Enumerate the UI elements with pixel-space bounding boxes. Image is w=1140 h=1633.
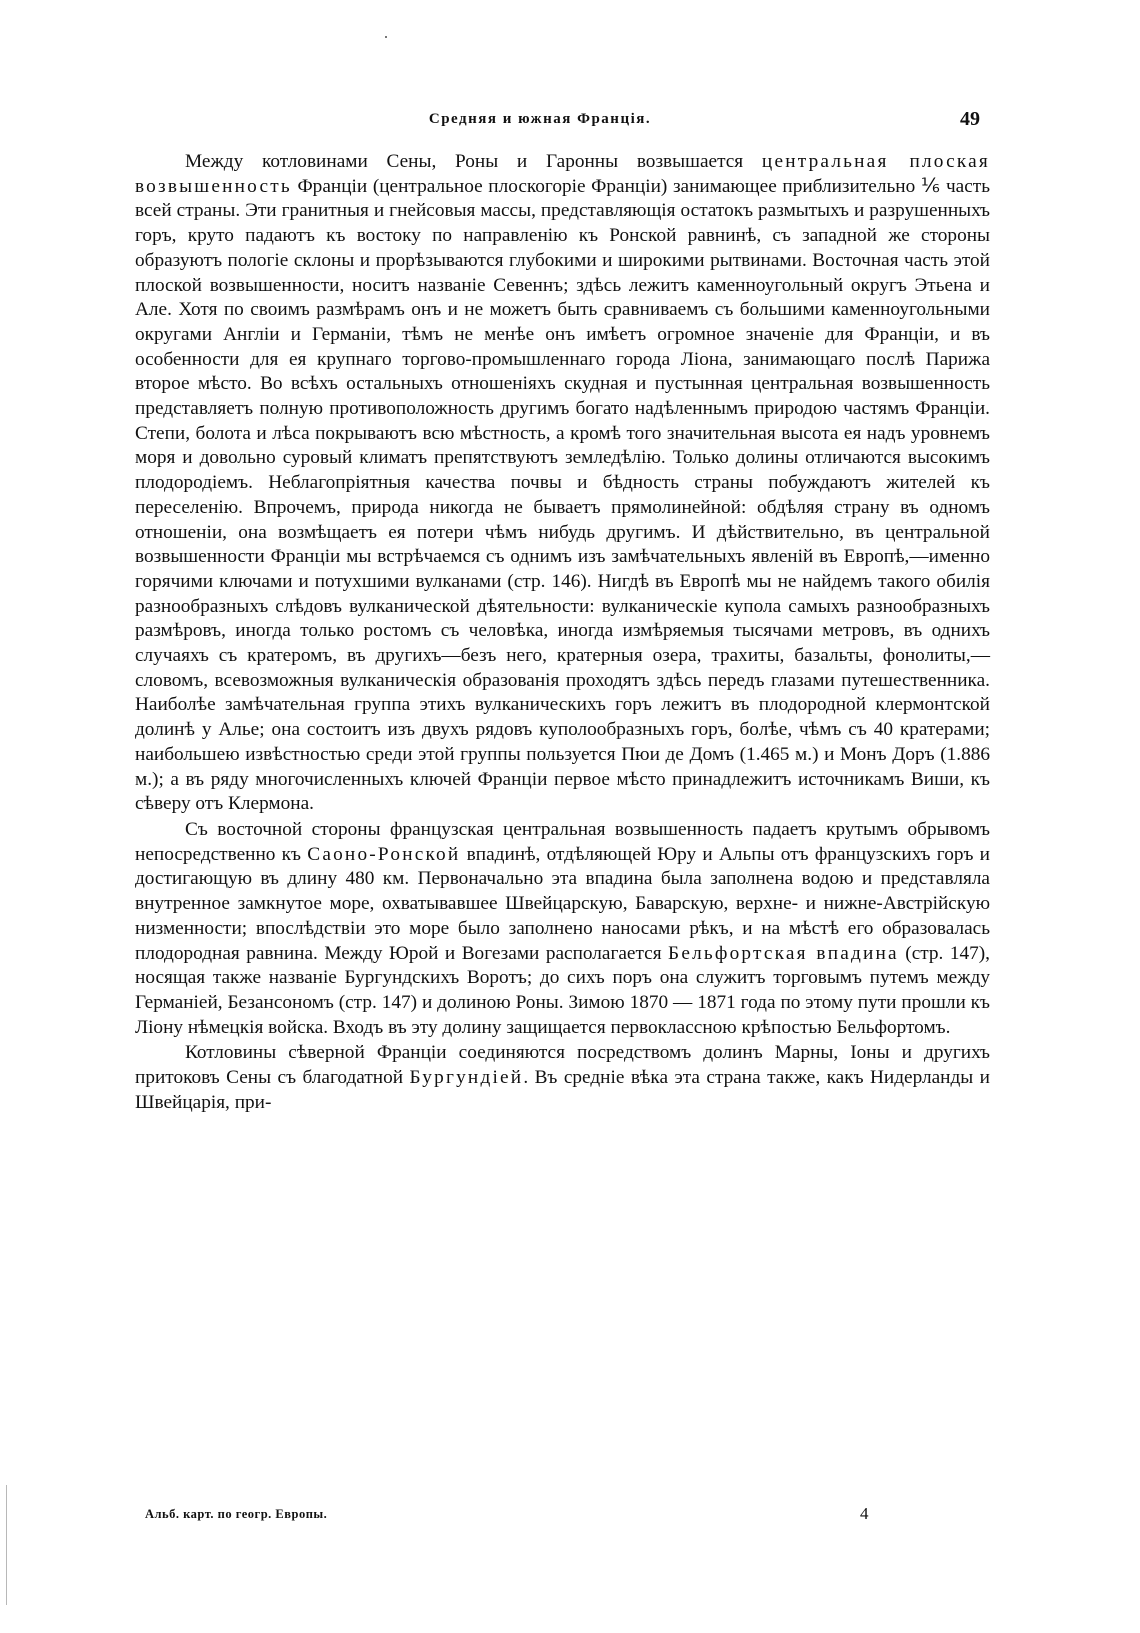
running-title: Средняя и южная Франція. (428, 111, 652, 127)
paragraph-2 (135, 818, 990, 1040)
scan-speck (385, 36, 387, 38)
sheet-number: 4 (860, 1504, 869, 1523)
paragraph-3-part-a: Котловины сѣверной Франціи соединяются посредствомъ долинъ Марны, Іоны и другихъ притоковъ Сены съ благодатной (135, 1042, 990, 1089)
footer (135, 1504, 990, 1527)
paragraph-3 (135, 1041, 990, 1115)
paragraph-2-part-c: (стр. 147), носящая также названіе Бургундскихъ Воротъ; до сихъ поръ она служитъ торговымъ путемъ между Германіей, Безансономъ (стр. 147) и долиною Роны. Зимою 1870 — 1871 года по этому пути прошли къ Ліону нѣмецкія войска. Входъ въ эту долину защищается первоклассною крѣпостью Бельфортомъ. (135, 942, 991, 1038)
page-number: 49 (960, 108, 980, 130)
spaced-term-belfort-gap: Бельфортская впадина (668, 942, 899, 964)
paragraph-1-part-b: Франціи (центральное плоскогоріе Франціи) занимающее приблизительно ⅙ часть всей страны. Эти гранитныя и гнейсовыя массы, представляющія остатокъ размытыхъ и разрушенныхъ горъ, круто падаютъ къ востоку по направленію къ Ронской равнинѣ, съ западной же стороны образуютъ пологіе склоны и прорѣзываются глубокими и широкими рытвинами. Восточная часть этой плоской возвышенности, носитъ названіе Севеннъ; здѣсь лежитъ каменноугольный округъ Этьена и Але. Хотя по своимъ размѣрамъ онъ и не можетъ быть сравниваемъ съ большими каменноугольными округами Англіи и Германіи, тѣмъ не менѣе онъ имѣетъ огромное значеніе для Франціи, и въ особенности для ея крупнаго торгово-промышленнаго города Ліона, занимающаго послѣ Парижа второе мѣсто. Во всѣхъ остальныхъ отношеніяхъ скудная и пустынная центральная возвышенность представляетъ полную противоположность другимъ богато надѣленнымъ природою частямъ Франціи. Степи, болота и лѣса покрываютъ всю мѣстность, а кромѣ того значительная высота ея надъ уровнемъ моря и довольно суровый климатъ препятствуютъ земледѣлію. Только долины отличаются высокимъ плодородіемъ. Неблагопріятныя качества почвы и бѣдность страны побуждаютъ жителей къ переселенію. Впрочемъ, природа никогда не бываетъ прямолинейной: обдѣляя страну въ одномъ отношеніи, она возмѣщаетъ ея потери чѣмъ нибудь другимъ. И дѣйствительно, въ центральной возвышенности Франціи мы встрѣчаемся съ однимъ изъ замѣчательныхъ явленій въ Европѣ,—именно горячими ключами и потухшими вулканами (стр. 146). Нигдѣ въ Европѣ мы не найдемъ такого обилія разнообразныхъ слѣдовъ вулканической дѣятельности: вулканическіе купола самыхъ разнообразныхъ размѣровъ, иногда только ростомъ съ человѣка, иногда измѣряемыя тысячами метровъ, въ однихъ случаяхъ съ кратеромъ, въ другихъ—безъ него, кратерныя озера, трахиты, базальты, фонолиты,—словомъ, всевозможныя вулканическія образованія проходятъ здѣсь передъ глазами путешественника. Наиболѣе замѣчательная группа этихъ вулканическихъ горъ лежитъ въ плодородной клермонтской долинѣ у Алье; она состоитъ изъ двухъ рядовъ куполообразныхъ горъ, болѣе, чѣмъ съ 40 кратерами; наибольшею извѣстностью среди этой группы пользуется Пюи де Домъ (1.465 м.) и Монъ Доръ (1.886 м.); а въ ряду многочисленныхъ ключей Франціи первое мѣсто принадлежитъ источникамъ Виши, къ сѣверу отъ Клермона. (135, 175, 990, 815)
spaced-term-burgundy: Бургундіей (409, 1067, 524, 1089)
printer-signature: Альб. карт. по геогр. Европы. (145, 1507, 328, 1521)
body-text (135, 150, 990, 1115)
spaced-term-central-plateau: центральная плоская возвышенность (135, 151, 990, 197)
running-header (190, 108, 990, 132)
paragraph-2-part-a: Съ восточной стороны французская центральная возвышенность падаетъ крутымъ обрывомъ непосредственно къ (135, 818, 990, 865)
spaced-term-saone-rhone: Саоно-Ронской (307, 843, 461, 865)
scan-edge-mark (6, 1485, 7, 1605)
paragraph-1-part-a: Между котловинами Сены, Роны и Гаронны возвышается (185, 151, 762, 172)
paragraph-2-part-b: впадинѣ, отдѣляющей Юру и Альпы отъ французскихъ горъ и достигающую въ длину 480 км. Первоначально эта впадина была заполнена водою и представляла внутренное замкнутое море, охватывавшее Швейцарскую, Баварскую, верхне- и нижне-Австрійскую низменности; впослѣдствіи это море было заполнено наносами рѣкъ, и на мѣстѣ его образовалась плодородная равнина. Между Юрой и Вогезами располагается (135, 843, 990, 964)
paragraph-1 (135, 150, 990, 817)
paragraph-3-part-b: . Въ средніе вѣка эта страна также, какъ Нидерланды и Швейцарія, при- (135, 1067, 990, 1113)
